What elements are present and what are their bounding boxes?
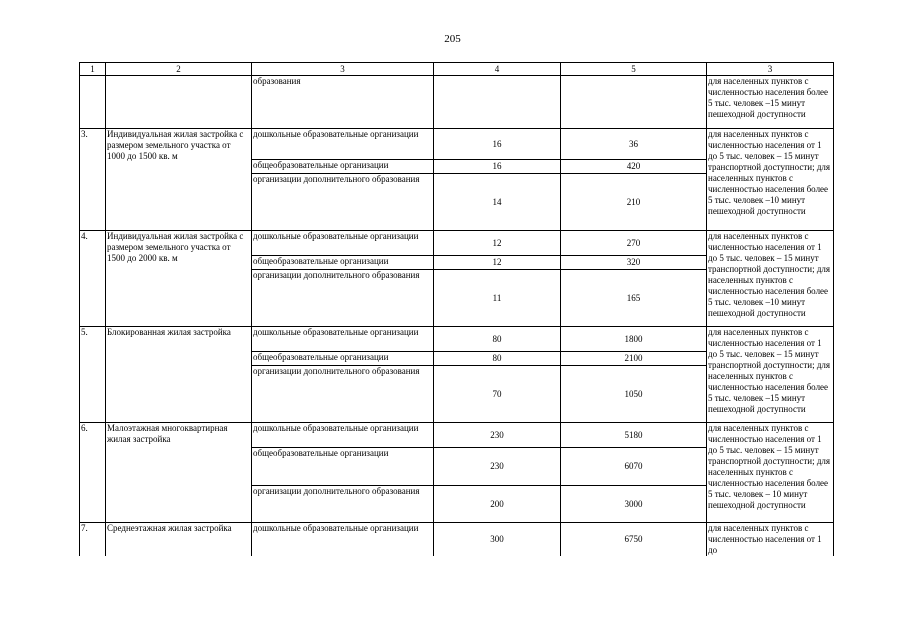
header-cell-2: 2 — [106, 63, 252, 76]
value-cell-col5: 420 — [561, 160, 707, 174]
organization-cell: общеобразовательные организации — [252, 352, 434, 366]
header-cell-1: 1 — [80, 63, 106, 76]
value-cell-col5: 3000 — [561, 486, 707, 523]
organization-cell: общеобразовательные организации — [252, 256, 434, 270]
value-cell-col4: 80 — [434, 352, 561, 366]
organization-cell: организации дополнительного образования — [252, 174, 434, 231]
value-cell-col4: 14 — [434, 174, 561, 231]
note-cell: для населенных пунктов с численностью населения более 5 тыс. человек –15 минут пешеходной доступности — [707, 76, 834, 129]
building-type-cell: Индивидуальная жилая застройка с размером земельного участка от 1000 до 1500 кв. м — [106, 129, 252, 231]
header-row — [80, 63, 834, 76]
value-cell-col4: 230 — [434, 448, 561, 486]
table-row-continuation — [80, 76, 834, 129]
table-row — [80, 423, 834, 448]
page-number: 205 — [444, 33, 461, 45]
value-cell-col5: 36 — [561, 129, 707, 160]
organization-cell: организации дополнительного образования — [252, 486, 434, 523]
value-cell-col4 — [434, 76, 561, 129]
note-cell: для населенных пунктов с численностью населения от 1 до 5 тыс. человек – 15 минут транспортной доступности; для населенных пунктов с численностью населения более 5 тыс. человек – 10 минут пешеходной доступности — [707, 423, 834, 523]
organization-cell: организации дополнительного образования — [252, 270, 434, 327]
note-cell: для населенных пунктов с численностью населения от 1 до 5 тыс. человек – 15 минут транспортной доступности; для населенных пунктов с численностью населения более 5 тыс. человек –10 минут пешеходной доступности — [707, 129, 834, 231]
value-cell-col5: 1800 — [561, 327, 707, 352]
value-cell-col5: 320 — [561, 256, 707, 270]
table-row — [80, 523, 834, 557]
building-type-cell — [106, 76, 252, 129]
number-cell — [80, 76, 106, 129]
value-cell-col5: 1050 — [561, 366, 707, 423]
organization-cell: дошкольные образовательные организации — [252, 523, 434, 557]
header-cell-5: 5 — [561, 63, 707, 76]
organization-cell: образования — [252, 76, 434, 129]
value-cell-col5: 210 — [561, 174, 707, 231]
value-cell-col5 — [561, 76, 707, 129]
organization-cell: общеобразовательные организации — [252, 160, 434, 174]
value-cell-col4: 12 — [434, 256, 561, 270]
building-type-cell: Среднеэтажная жилая застройка — [106, 523, 252, 557]
value-cell-col4: 16 — [434, 129, 561, 160]
value-cell-col4: 70 — [434, 366, 561, 423]
organization-cell: дошкольные образовательные организации — [252, 129, 434, 160]
value-cell-col4: 230 — [434, 423, 561, 448]
building-type-cell: Индивидуальная жилая застройка с размером земельного участка от 1500 до 2000 кв. м — [106, 231, 252, 327]
norms-table — [79, 62, 834, 556]
number-cell: 3. — [80, 129, 106, 231]
building-type-cell: Блокированная жилая застройка — [106, 327, 252, 423]
value-cell-col4: 200 — [434, 486, 561, 523]
header-cell-6: 3 — [707, 63, 834, 76]
value-cell-col5: 6750 — [561, 523, 707, 557]
number-cell: 7. — [80, 523, 106, 557]
value-cell-col4: 300 — [434, 523, 561, 557]
value-cell-col4: 12 — [434, 231, 561, 256]
organization-cell: дошкольные образовательные организации — [252, 231, 434, 256]
organization-cell: общеобразовательные организации — [252, 448, 434, 486]
table-row — [80, 129, 834, 160]
value-cell-col5: 6070 — [561, 448, 707, 486]
value-cell-col5: 270 — [561, 231, 707, 256]
organization-cell: дошкольные образовательные организации — [252, 327, 434, 352]
note-cell: для населенных пунктов с численностью населения от 1 до 5 тыс. человек – 15 минут транспортной доступности; для населенных пунктов с численностью населения более 5 тыс. человек –10 минут пешеходной доступности — [707, 231, 834, 327]
number-cell: 4. — [80, 231, 106, 327]
organization-cell: организации дополнительного образования — [252, 366, 434, 423]
table-row — [80, 327, 834, 352]
table-row — [80, 231, 834, 256]
value-cell-col4: 80 — [434, 327, 561, 352]
note-cell: для населенных пунктов с численностью населения от 1 до — [707, 523, 834, 557]
value-cell-col4: 16 — [434, 160, 561, 174]
value-cell-col5: 5180 — [561, 423, 707, 448]
header-cell-4: 4 — [434, 63, 561, 76]
number-cell: 6. — [80, 423, 106, 523]
building-type-cell: Малоэтажная многоквартирная жилая застройка — [106, 423, 252, 523]
header-cell-3: 3 — [252, 63, 434, 76]
note-cell: для населенных пунктов с численностью населения от 1 до 5 тыс. человек – 15 минут транспортной доступности; для населенных пунктов с численностью населения более 5 тыс. человек –15 минут пешеходной доступности — [707, 327, 834, 423]
number-cell: 5. — [80, 327, 106, 423]
value-cell-col5: 165 — [561, 270, 707, 327]
organization-cell: дошкольные образовательные организации — [252, 423, 434, 448]
value-cell-col4: 11 — [434, 270, 561, 327]
value-cell-col5: 2100 — [561, 352, 707, 366]
